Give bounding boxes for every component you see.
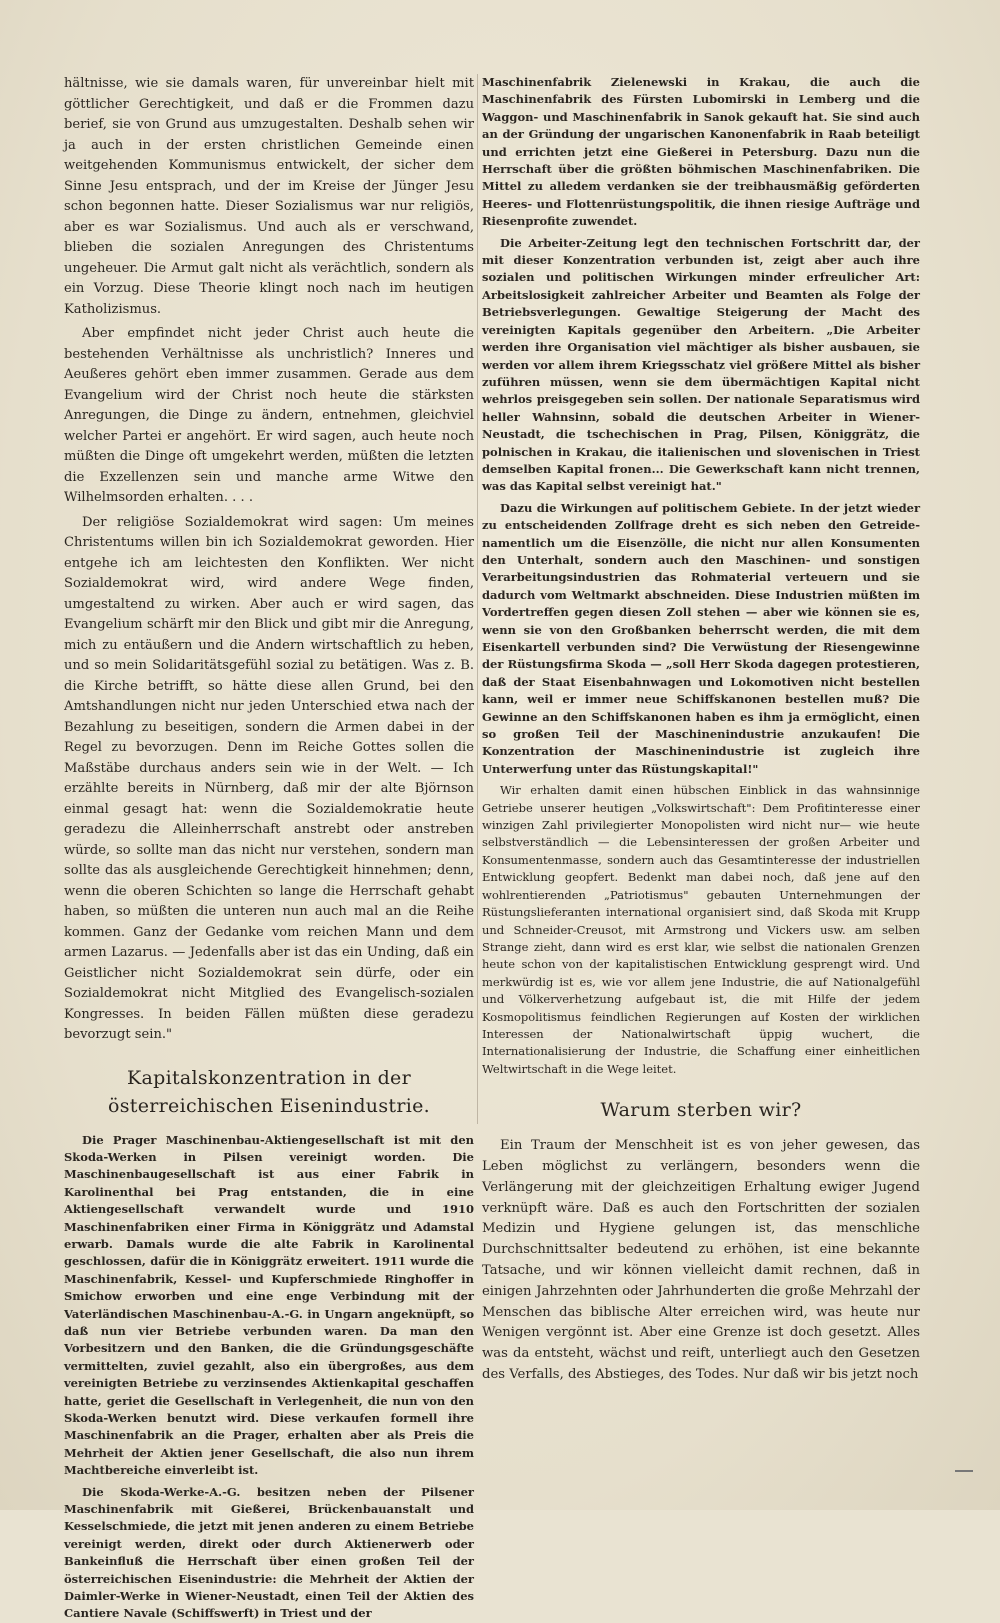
left-paragraph-3: Der religiöse Sozialdemokrat wird sagen: Um meines Christentums willen bin ich Sozialdemokrat geworden. Hier entgehe ich am leichtesten den Konflikten. Wer nicht Sozialdemokrat wird, wird andere Wege finden, umgestaltend zu wirken. Aber auch er wird sagen, das Evangelium schärft mir den Blick und gibt mir die Anregung, mich zu entäußern und die Andern wirtschaftlich zu heben, und so mein Solidaritätsgefühl sozial zu betätigen. Was z. B. die Kirche betrifft, so hätte diese allen Grund, bei den Amtshandlungen nicht nur jeden Unterschied etwa nach der Bezahlung zu beseitigen, sondern die Armen dabei in der Regel zu bevorzugen. Denn im Reiche Gottes sollen die Maßstäbe durchaus anders sein wie in der Welt. — Ich erzählte bereits in Nürnberg, daß mir der alte Björnson einmal gesagt hat: wenn die Sozialdemokratie heute geradezu die Alleinherrschaft anstrebt oder anstreben würde, so sollte man das nicht nur verstehen, sondern man sollte das als ausgleichende Gerechtigkeit hinnehmen; denn, wenn die oberen Schichten so lange die Herrschaft gehabt haben, so müßten die unteren nun auch mal an die Reihe kommen. Ganz der Gedanke vom reichen Mann und dem armen Lazarus. — Jedenfalls aber ist das ein Unding, daß ein Geistlicher nicht Sozialdemokrat sein dürfe, oder ein Sozialdemokrat nicht Mitglied des Evangelisch-sozialen Kongresses. In beiden Fällen müßten diese geradezu bevorzugt sein." [64, 514, 474, 1042]
right-paragraph-5: Ein Traum der Menschheit ist es von jeher gewesen, das Leben möglichst zu verlängern, besonders wenn die Verlängerung mit der gleichzeitigen Erhaltung ewiger Jugend verknüpft wäre. Daß es auch den Fortschritten der sozialen Medizin und Hygiene gelungen ist, das menschliche Durchschnittsalter bedeutend zu erhöhen, ist eine bekannte Tatsache, und wir können vielleicht damit rechnen, daß in einigen Jahrzehnten oder Jahrhunderten die große Mehrzahl der Menschen das biblische Alter erreichen wird, was heute nur Wenigen vergönnt ist. Aber eine Grenze ist doch gesetzt. Alles was da entsteht, wächst und reift, unterliegt auch den Gesetzen des Verfalls, des Abstieges, des Todes. Nur daß wir bis jetzt noch [482, 1138, 920, 1382]
right-paragraph-1: Maschinenfabrik Zielenewski in Krakau, die auch die Maschinenfabrik des Fürsten Lubomirski in Lemberg und die Waggon- und Maschinenfabrik in Sanok gekauft hat. Sie sind auch an der Gründung der ungarischen Kanonenfabrik in Raab beteiligt und errichten jetzt eine Gießerei in Petersburg. Dazu nun die Herrschaft über die größten böhmischen Maschinenfabriken. Die Mittel zu alledem verdanken sie der treibhausmäßig geförderten Heeres- und Flottenrüstungspolitik, die ihnen riesige Aufträge und Riesenprofite zuwendet. [482, 75, 920, 229]
left-paragraph-2: Aber empfindet nicht jeder Christ auch heute die bestehenden Verhältnisse als unchristlich? Inneres und Aeußeres gehört eben immer zusammen. Gerade aus dem Evangelium wird der Christ noch heute die stärksten Anregungen, die Dinge zu ändern, entnehmen, gleichviel welcher Partei er angehört. Er wird sagen, auch heute noch müßten die Dinge oft umgekehrt werden, müßten die letzten die Exzellenzen sein und manche arme Witwe den Wilhelmsorden erhalten. . . . [64, 326, 474, 505]
right-column [482, 74, 920, 1434]
right-paragraph-2: Die Arbeiter-Zeitung legt den technischen Fortschritt dar, der mit dieser Konzentration verbunden ist, zeigt aber auch ihre sozialen und politischen Wirkungen minder erfreulicher Art: Arbeitslosigkeit zahlreicher Arbeiter und Beamten als Folge der Betriebsverlegungen. Gewaltige Steigerung der Macht des vereinigten Kapitals gegenüber den Arbeitern. „Die Arbeiter werden ihre Organisation viel mächtiger als bisher ausbauen, sie werden vor allem ihrem Kriegsschatz viel größere Mittel als bisher zuführen müssen, wenn sie dem übermächtigen Kapital nicht wehrlos preisgegeben sein sollen. Der nationale Separatismus wird heller Wahnsinn, sobald die deutschen Arbeiter in Wiener-Neustadt, die tschechischen in Prag, Pilsen, Königgrätz, die polnischen in Krakau, die italienischen und slovenischen in Triest demselben Kapital fronen... Die Gewerkschaft kann nicht trennen, was das Kapital selbst vereinigt hat." [482, 235, 920, 494]
column-rule [477, 74, 478, 1124]
article-heading-warum-sterben: Warum sterben wir? [600, 1099, 802, 1122]
article-heading-kapitalskonzentration: Kapitalskonzentration in der österreichischen Eisenindustrie. [108, 1066, 430, 1117]
left-paragraph-1: hältnisse, wie sie damals waren, für unvereinbar hielt mit göttlicher Gerechtigkeit, und daß er die Frommen dazu berief, sie von Grund aus umzugestalten. Deshalb sehen wir ja auch in der ersten christlichen Gemeinde einen weitgehenden Kommunismus entwickelt, der sicher dem Sinne Jesu entsprach, und der im Kreise der Jünger Jesu schon begonnen hatte. Dieser Sozialismus war nur religiös, aber es war Sozialismus. Und auch als er verschwand, blieben die sozialen Anregungen des Christentums ungeheuer. Die Armut galt nicht als verächtlich, sondern als ein Vorzug. Diese Theorie klingt noch nach im heutigen Katholizismus. [64, 76, 474, 317]
left-column [64, 74, 474, 1621]
page-mark [955, 1470, 973, 1472]
right-paragraph-4: Wir erhalten damit einen hübschen Einblick in das wahnsinnige Getriebe unserer heutigen „Volkswirtschaft": Dem Profitinteresse einer winzigen Zahl privilegierter Monopolisten wird nicht nur— wie heute selbstverständlich — die Lebensinteressen der großen Arbeiter und Konsumentenmasse, sondern auch das Gesamtinteresse der industriellen Entwicklung geopfert. Bedenkt man dabei noch, daß jene auf den wohlrentierenden „Patriotismus" gebauten Unternehmungen der Rüstungslieferanten international organisiert sind, daß Skoda mit Krupp und Schneider-Creusot, mit Armstrong und Vickers usw. am selben Strange zieht, dann wird es erst klar, wie selbst die nationalen Grenzen heute schon von der kapitalistischen Entwicklung gesprengt wird. Und merkwürdig ist es, wie vor allem jene Industrie, die auf Nationalgefühl und Völkerverhetzung aufgebaut ist, die mit Hilfe der jedem Kosmopolitismus feindlichen Regierungen auf Kosten der wirklichen Interessen der Nationalwirtschaft üppig wuchert, die Internationalisierung der Industrie, die Schaffung einer einheitlichen Weltwirtschaft in die Wege leitet. [482, 783, 920, 1076]
left-paragraph-4: Die Prager Maschinenbau-Aktiengesellschaft ist mit den Skoda-Werken in Pilsen vereinigt worden. Die Maschinenbaugesellschaft ist aus einer Fabrik in Karolinenthal bei Prag entstanden, die in eine Aktiengesellschaft verwandelt wurde und 1910 Maschinenfabriken einer Firma in Königgrätz und Adamstal erwarb. Damals wurde die alte Fabrik in Karolinental geschlossen, dafür die in Königgrätz erweitert. 1911 wurde die Maschinenfabrik, Kessel- und Kupferschmiede Ringhoffer in Smichow erworben und eine enge Verbindung mit der Vaterländischen Maschinenbau-A.-G. in Ungarn angeknüpft, so daß nun vier Betriebe verbunden waren. Da man den Vorbesitzern und den Banken, die die Gründungsgeschäfte vermittelten, zuviel gezahlt, also ein übergroßes, aus dem vereinigten Betriebe zu verzinsendes Aktienkapital geschaffen hatte, geriet die Gesellschaft in Verlegenheit, die nun von den Skoda-Werken benutzt wird. Diese verkaufen formell ihre Maschinenfabrik an die Prager, erhalten aber als Preis die Mehrheit der Aktien jener Gesellschaft, die also nun ihrem Machtbereiche einverleibt ist. [64, 1132, 474, 1478]
left-paragraph-5: Die Skoda-Werke-A.-G. besitzen neben der Pilsener Maschinenfabrik mit Gießerei, Brückenbauanstalt und Kesselschmiede, die jetzt mit jenen anderen zu einem Betriebe vereinigt werden, direkt oder durch Aktienerwerb oder Bankeinfluß die Herrschaft über einen großen Teil der österreichischen Eisenindustrie: die Mehrheit der Aktien der Daimler-Werke in Wiener-Neustadt, einen Teil der Aktien des Cantiere Navale (Schiffswerft) in Triest und der [64, 1484, 474, 1621]
right-paragraph-3: Dazu die Wirkungen auf politischem Gebiete. In der jetzt wieder zu entscheidenden Zollfrage dreht es sich neben den Getreide- namentlich um die Eisenzölle, die nicht nur allen Konsumenten den Unterhalt, sondern auch den Maschinen- und sonstigen Verarbeitungsindustrien das Rohmaterial verteuern und sie dadurch vom Weltmarkt abschneiden. Diese Industrien müßten im Vordertreffen gegen diesen Zoll stehen — aber wie können sie es, wenn sie von den Großbanken beherrscht werden, die mit dem Eisenkartell verbunden sind? Die Verwüstung der Riesengewinne der Rüstungsfirma Skoda — „soll Herr Skoda dagegen protestieren, daß der Staat Eisenbahnwagen und Lokomotiven nicht bestellen kann, weil er immer neue Schiffskanonen bestellen muß? Die Gewinne an den Schiffskanonen haben es ihm ja ermöglicht, einen so großen Teil der Maschinenindustrie anzukaufen! Die Konzentration der Maschinenindustrie ist zugleich ihre Unterwerfung unter das Rüstungskapital!" [482, 500, 920, 776]
